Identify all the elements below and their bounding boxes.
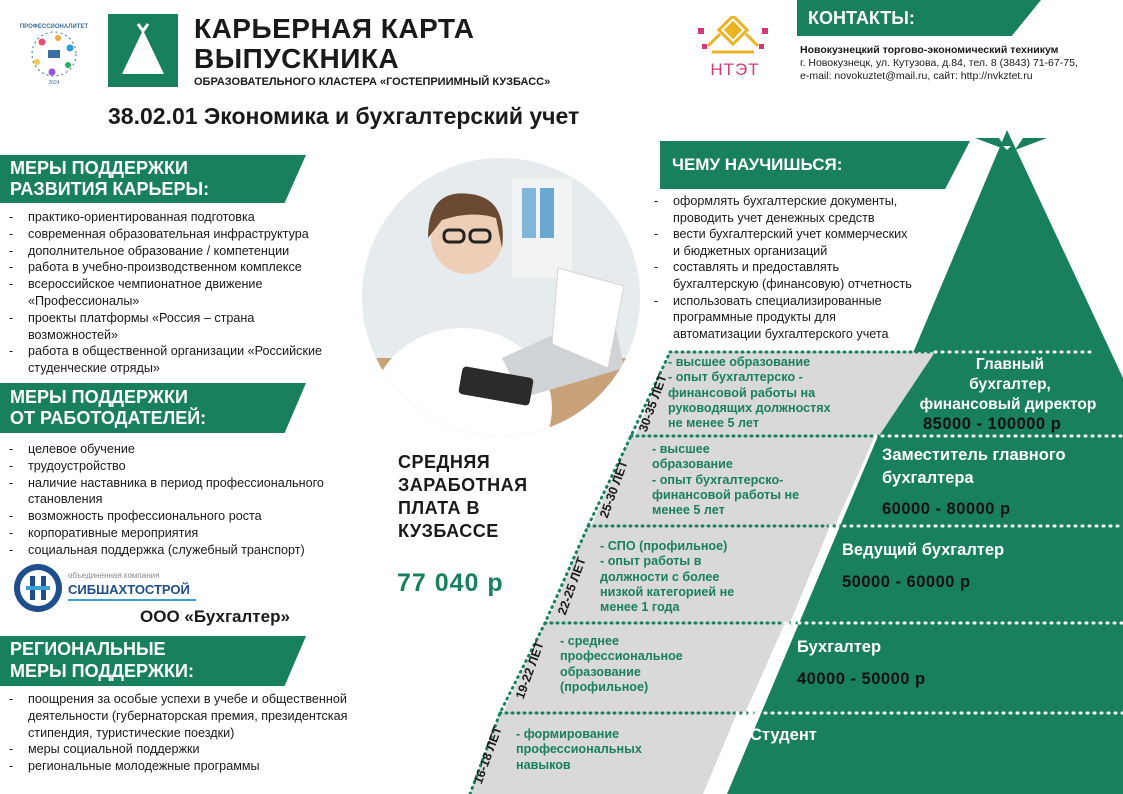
position-student: Студент (750, 726, 817, 744)
career-support-title-line1: МЕРЫ ПОДДЕРЖКИ (10, 158, 188, 178)
page-title-line1: КАРЬЕРНАЯ КАРТА (194, 13, 475, 44)
list-item-line: и бюджетных организаций (673, 243, 828, 258)
list-item-line: проводить учет денежных средств (673, 210, 875, 225)
requirement-line: не менее 5 лет (668, 416, 759, 431)
list-item-line: проекты платформы «Россия – страна (28, 310, 255, 325)
page-title-line2: ВЫПУСКНИКА (194, 43, 400, 74)
tent-logo (108, 14, 178, 87)
requirements-chief (668, 355, 893, 431)
requirement-line: финансовой работы не (652, 487, 800, 502)
position-deputy-chief-line2: бухгалтера (882, 469, 974, 487)
list-item-line: возможностей» (28, 327, 119, 342)
contacts-organization: Новокузнецкий торгово-экономический техникум (800, 44, 1059, 56)
list-item (9, 508, 379, 525)
list-item (9, 758, 409, 775)
list-item (9, 243, 369, 260)
requirement-line: менее 5 лет (652, 503, 725, 518)
requirements-lead-accountant (600, 539, 800, 615)
list-item-line: «Профессионалы» (28, 293, 140, 308)
requirement-line: руководящих должностях (668, 400, 831, 415)
regional-support-title-line2: МЕРЫ ПОДДЕРЖКИ: (10, 661, 194, 681)
position-chief-line3: финансовый директор (919, 396, 1097, 413)
regional-support-title-line1: РЕГИОНАЛЬНЫЕ (10, 639, 166, 659)
list-item-line: дополнительное образование / компетенции (28, 243, 290, 258)
list-item-line: всероссийское чемпионатное движение (28, 277, 263, 292)
list-item-line: автоматизации бухгалтерского учета (673, 326, 889, 341)
list-item-line: корпоративные мероприятия (28, 525, 199, 540)
employer-support-title-line1: МЕРЫ ПОДДЕРЖКИ (10, 387, 188, 407)
regional-support-list (9, 691, 409, 775)
requirement-line: - опыт бухгалтерско - (668, 370, 803, 385)
requirement-line: профессиональное (560, 649, 683, 664)
age-25-30: 25-30 ЛЕТ (597, 458, 631, 520)
salary-lead-accountant: 50000 - 60000 р (842, 573, 971, 591)
list-item-line: бухгалтерскую (финансовую) отчетность (673, 276, 912, 291)
list-item (9, 259, 369, 276)
requirement-line: - СПО (профильное) (600, 539, 728, 553)
list-item (654, 293, 954, 343)
sibsh-logo-caption: объединенная компания (68, 571, 160, 580)
requirement-line: навыков (516, 757, 571, 772)
list-item (9, 343, 369, 377)
list-item-line: использовать специализированные (673, 293, 882, 308)
list-item-line: наличие наставника в период профессионального (28, 475, 324, 490)
salary-title-line3: ПЛАТА В (398, 498, 481, 518)
specialty-title: 38.02.01 Экономика и бухгалтерский учет (108, 103, 580, 129)
career-support-list (9, 209, 369, 377)
prof-logo-year: 2024 (48, 80, 60, 84)
requirement-line: менее 1 года (600, 600, 680, 615)
salary-chief: 85000 - 100000 р (923, 415, 1062, 433)
salary-title-line4: КУЗБАССЕ (398, 521, 499, 541)
requirements-student (516, 727, 716, 773)
list-item-line: возможность профессионального роста (28, 509, 262, 524)
list-item-line: меры социальной поддержки (28, 742, 200, 757)
list-item-line: поощрения за особые успехи в учебе и общественной (28, 692, 347, 706)
requirement-line: - формирование (516, 727, 620, 741)
requirement-line: финансовой работы на (668, 385, 816, 400)
list-item (654, 226, 954, 259)
list-item (9, 226, 369, 243)
list-item-line: целевое обучение (28, 442, 135, 456)
employer-support-title-line2: ОТ РАБОТОДАТЕЛЕЙ: (10, 408, 207, 428)
list-item-line: трудоустройство (28, 458, 126, 473)
requirement-line: - среднее (560, 634, 620, 648)
requirement-line: - опыт работы в (600, 554, 702, 569)
list-item (9, 691, 409, 741)
tent-icon (108, 14, 178, 87)
list-item-line: деятельности (губернаторская премия, президентская (28, 708, 348, 723)
age-22-25: 22-25 ЛЕТ (555, 555, 589, 617)
requirement-line: образование (560, 664, 641, 679)
sibsh-logo-name: СИБШАХТОСТРОЙ (68, 582, 190, 597)
list-item-line: составлять и предоставлять (673, 260, 840, 275)
page-subtitle: ОБРАЗОВАТЕЛЬНОГО КЛАСТЕРА «ГОСТЕПРИИМНЫЙ КУЗБАСС» (194, 76, 551, 88)
list-item (9, 209, 369, 226)
employer-support-list (9, 441, 379, 559)
employer-company-name: ООО «Бухгалтер» (140, 607, 290, 626)
list-item (9, 741, 409, 758)
requirement-line: профессиональных (516, 742, 642, 757)
list-item-line: практико-ориентированная подготовка (28, 210, 255, 224)
learn-list (654, 193, 954, 342)
learn-title: ЧЕМУ НАУЧИШЬСЯ: (672, 155, 843, 174)
contacts-address: г. Новокузнецк, ул. Кутузова, д.84, тел. 8 (3843) 71-67-75, (800, 57, 1078, 69)
list-item (9, 542, 379, 559)
requirement-line: - высшее (652, 442, 710, 456)
requirements-accountant (560, 634, 760, 695)
list-item-line: вести бухгалтерский учет коммерческих (673, 227, 908, 242)
position-accountant: Бухгалтер (797, 638, 882, 656)
prof-logo-label: ПРОФЕССИОНАЛИТЕТ (19, 24, 89, 30)
requirement-line: - высшее образование (668, 355, 811, 369)
list-item (9, 276, 369, 310)
requirement-line: (профильное) (560, 679, 649, 694)
list-item (9, 458, 379, 475)
list-item (9, 475, 379, 509)
professionalitet-logo (12, 20, 96, 84)
age-19-22: 19-22 ЛЕТ (513, 639, 547, 701)
age-30-35: 30-35 ЛЕТ (636, 372, 670, 434)
requirement-line: низкой категорией не (600, 584, 735, 599)
list-item-line: стипендия, туристические поездки) (28, 725, 235, 740)
list-item (9, 441, 379, 458)
salary-title-line1: СРЕДНЯЯ (398, 452, 491, 472)
requirement-line: образование (652, 457, 733, 472)
contacts-email-site[interactable]: e-mail: novokuztet@mail.ru, сайт: http://nvkztet.ru (800, 70, 1033, 82)
list-item-line: работа в учебно-производственном комплексе (28, 260, 302, 275)
college-logo-text: НТЭТ (710, 60, 760, 79)
salary-title-line2: ЗАРАБОТНАЯ (398, 475, 528, 495)
list-item-line: социальная поддержка (служебный транспорт) (28, 542, 305, 557)
list-item-line: работа в общественной организации «Российские (28, 344, 323, 359)
list-item (654, 193, 954, 226)
position-chief-line1: Главный (975, 356, 1045, 373)
list-item-line: современная образовательная инфраструктура (28, 226, 309, 241)
salary-accountant: 40000 - 50000 р (797, 670, 926, 688)
list-item-line: региональные молодежные программы (28, 759, 260, 774)
list-item (654, 259, 954, 292)
contacts-title: КОНТАКТЫ: (808, 8, 915, 28)
requirements-deputy-chief (652, 442, 852, 518)
position-deputy-chief-line1: Заместитель главного (882, 446, 1066, 464)
list-item-line: оформлять бухгалтерские документы, (673, 194, 898, 208)
position-lead-accountant: Ведущий бухгалтер (842, 541, 1005, 559)
position-chief-line2: бухгалтер, (969, 376, 1051, 393)
requirement-line: - опыт бухгалтерско- (652, 472, 784, 487)
list-item (9, 525, 379, 542)
list-item-line: становления (28, 492, 103, 507)
career-support-title-line2: РАЗВИТИЯ КАРЬЕРЫ: (10, 179, 210, 199)
list-item (9, 310, 369, 344)
age-16-18: 16-18 ЛЕТ (471, 724, 505, 786)
list-item-line: студенческие отряды» (28, 361, 160, 376)
requirement-line: должности с более (600, 569, 720, 584)
average-salary-value: 77 040 р (397, 569, 504, 597)
salary-deputy-chief: 60000 - 80000 р (882, 500, 1011, 518)
list-item-line: программные продукты для (673, 310, 836, 325)
